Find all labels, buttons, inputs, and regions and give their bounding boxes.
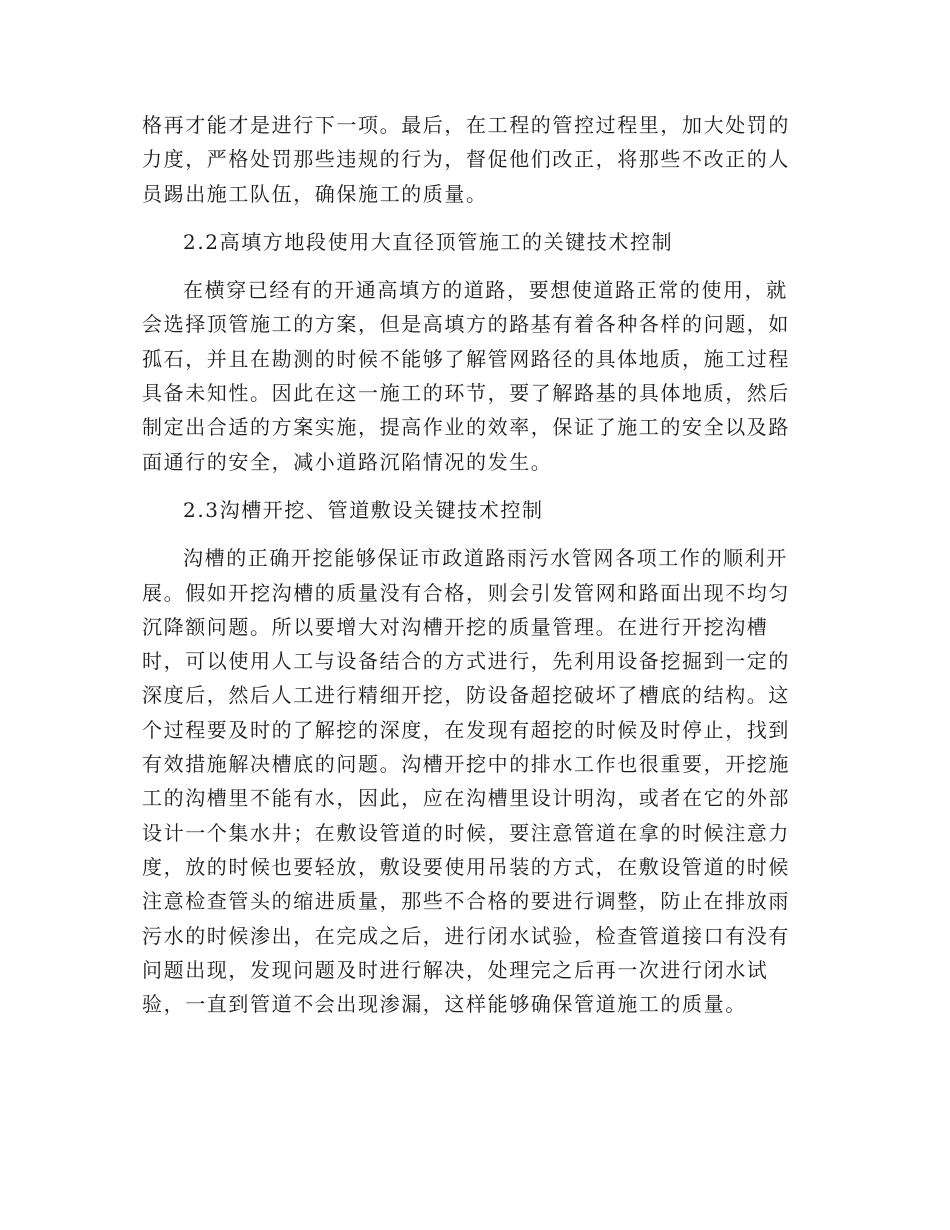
paragraph-line: 展。假如开挖沟槽的质量没有合格，则会引发管网和路面出现不均匀	[142, 580, 790, 605]
paragraph-trench-excavation	[142, 541, 822, 1021]
paragraph-line: 力度，严格处罚那些违规的行为，督促他们改正，将那些不改正的人	[142, 147, 790, 172]
paragraph-line: 在横穿已经有的开通高填方的道路，要想使道路正常的使用，就	[183, 278, 788, 303]
paragraph-line: 时，可以使用人工与设备结合的方式进行，先利用设备挖掘到一定的	[142, 649, 790, 674]
paragraph-line: 沉降额问题。所以要增大对沟槽开挖的质量管理。在进行开挖沟槽	[142, 614, 769, 639]
paragraph-line: 问题出现，发现问题及时进行解决，处理完之后再一次进行闭水试	[142, 957, 769, 982]
paragraph-line: 面通行的安全，减小道路沉陷情况的发生。	[142, 449, 553, 474]
document-body	[142, 108, 822, 1021]
paragraph-line: 会选择顶管施工的方案，但是高填方的路基有着各种各样的问题，如	[142, 312, 790, 337]
paragraph-line: 有效措施解决槽底的问题。沟槽开挖中的排水工作也很重要，开挖施	[142, 752, 790, 777]
paragraph-line: 深度后，然后人工进行精细开挖，防设备超挖破坏了槽底的结构。这	[142, 683, 790, 708]
paragraph-line: 格再才能才是进行下一项。最后，在工程的管控过程里，加大处罚的	[142, 113, 790, 137]
paragraph-spacer	[142, 479, 822, 493]
section-heading: 2.2高填方地段使用大直径顶管施工的关键技术控制	[183, 229, 674, 254]
paragraph-line: 污水的时候渗出，在完成之后，进行闭水试验，检查管道接口有没有	[142, 923, 790, 948]
paragraph-line: 个过程要及时的了解挖的深度，在发现有超挖的时候及时停止，找到	[142, 717, 790, 742]
section-heading-2-3	[142, 493, 822, 527]
paragraph-line: 验，一直到管道不会出现渗漏，这样能够确保管道施工的质量。	[142, 992, 747, 1017]
paragraph-line: 度，放的时候也要轻放，敷设要使用吊装的方式，在敷设管道的时候	[142, 854, 790, 879]
paragraph-line: 具备未知性。因此在这一施工的环节，要了解路基的具体地质，然后	[142, 381, 790, 406]
paragraph-spacer	[142, 527, 822, 541]
paragraph-line: 工的沟槽里不能有水，因此，应在沟槽里设计明沟，或者在它的外部	[142, 786, 790, 811]
paragraph-pipe-jacking	[142, 273, 822, 479]
paragraph-quality-penalty	[142, 108, 822, 211]
paragraph-spacer	[142, 259, 822, 273]
paragraph-line: 孤石，并且在勘测的时候不能够了解管网路径的具体地质，施工过程	[142, 346, 790, 371]
paragraph-line: 设计一个集水井；在敷设管道的时候，要注意管道在拿的时候注意力	[142, 820, 790, 845]
section-heading: 2.3沟槽开挖、管道敷设关键技术控制	[183, 497, 544, 522]
paragraph-line: 沟槽的正确开挖能够保证市政道路雨污水管网各项工作的顺利开	[183, 546, 788, 571]
paragraph-line: 员踢出施工队伍，确保施工的质量。	[142, 181, 488, 206]
paragraph-line: 制定出合适的方案实施，提高作业的效率，保证了施工的安全以及路	[142, 415, 790, 440]
paragraph-spacer	[142, 211, 822, 225]
section-heading-2-2	[142, 225, 822, 259]
paragraph-line: 注意检查管头的缩进质量，那些不合格的要进行调整，防止在排放雨	[142, 889, 790, 914]
